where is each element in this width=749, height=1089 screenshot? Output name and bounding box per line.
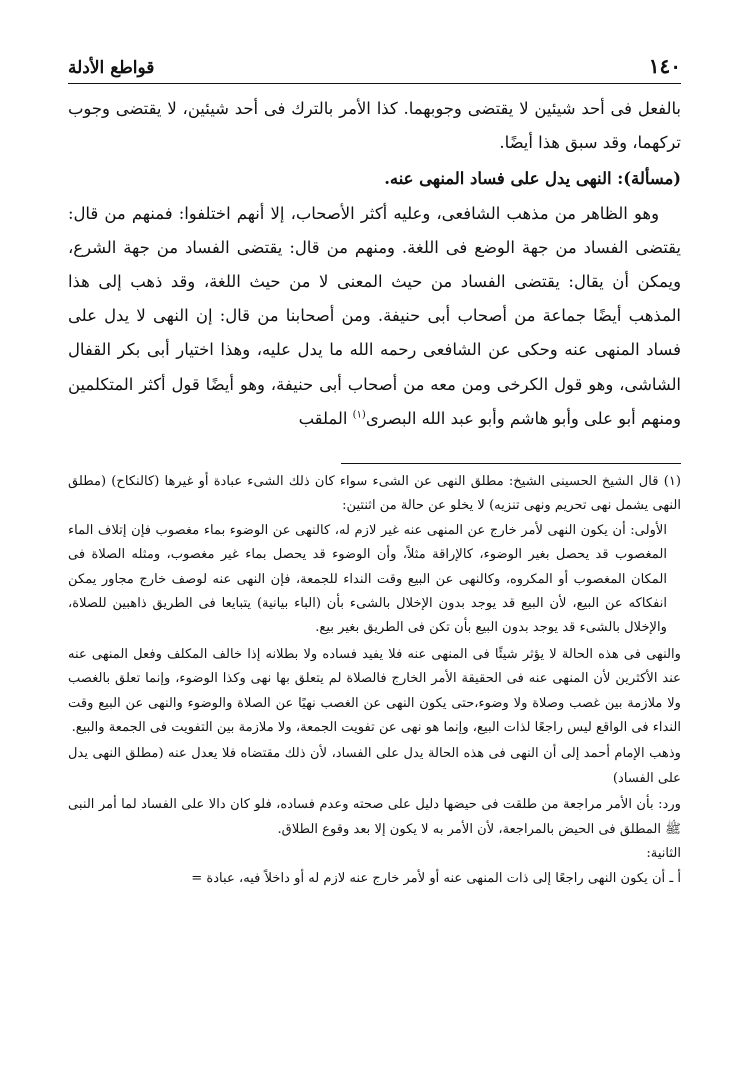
main-text (68, 92, 681, 436)
section-heading: (مسألة): النهى يدل على فساد المنهى عنه. (384, 169, 681, 189)
footnote-marker[interactable]: (١) (352, 409, 366, 421)
footnote-ahmad-view: وذهب الإمام أحمد إلى أن النهى فى هذه الحالة يدل على الفساد، لأن ذلك مقتضاه فلا يعدل عنه (مطلق النهى يدل على الفساد) (68, 746, 681, 786)
page-number: ١٤٠ (648, 54, 681, 78)
footnote-first-case: الأولى: أن يكون النهى لأمر خارج عن المنهى عنه غير لازم له، كالنهى عن الوضوء بماء مغصوب فإن إتلاف الماء المغصوب قد يحصل بغير الوضوء، كالإراقة مثلاً، وأن الوضوء قد يحصل بماء غير مغصوب، ومثله الصلاة فى المكان المغصوب أو المكروه، وكالنهى عن البيع وقت النداء للجمعة، فإن النهى عنه لوصف خارج مجاور يمكن انفكاكه عن البيع، لأن البيع قد يوجد بدون الإخلال بالشىء بأن (الباء بيانية) يتبايعا فى الطريق ذاهبين للصلاة، والإخلال بالشىء قد يوجد بدون البيع بأن تكن فى الطريق بغير بيع. (68, 522, 667, 636)
body-paragraph-text: وهو الظاهر من مذهب الشافعى، وعليه أكثر الأصحاب، إلا أنهم اختلفوا: فمنهم من قال: يقتضى الفساد من جهة الوضع فى اللغة. ومنهم من قال: يقتضى الفساد من جهة الشرع، ويمكن أن يقال: يقتضى الفساد من حيث المعنى لا من حيث اللغة، وقد ذهب إلى هذا المذهب أيضًا جماعة من أصحاب أبى حنيفة. ومن أصحابنا من قال: إن النهى لا يدل على فساد المنهى عنه وحكى عن الشافعى رحمه الله ما يدل عليه، وهذا اختيار أبى بكر القفال الشاشى، وهو قول الكرخى ومن معه من أصحاب أبى حنيفة، وهو أيضًا قول أكثر المتكلمين ومنهم أبو على وأبو هاشم وأبو عبد الله البصرى (68, 203, 681, 428)
continuation-paragraph: بالفعل فى أحد شيئين لا يقتضى وجوبهما. كذا الأمر بالترك فى أحد شيئين، لا يقتضى وجوب تركهما، وقد سبق هذا أيضًا. (68, 99, 681, 153)
footnote-rebuttal: ورد: بأن الأمر مراجعة من طلقت فى حيضها دليل على صحته وعدم فساده، فلو كان دالا على الفساد لما أمر النبى ﷺ المطلق فى الحيض بالمراجعة، لأن الأمر به لا يكون إلا بعد وقوع الطلاق. (68, 797, 681, 837)
footnotes (68, 470, 681, 891)
header-divider (68, 83, 681, 84)
body-paragraph-end: الملقب (298, 408, 353, 428)
page-header (68, 48, 681, 78)
footnote-second-case-a: أ ـ أن يكون النهى راجعًا إلى ذات المنهى عنه أو لأمر خارج عنه لازم له أو داخلاً فيه، عبادة = (191, 870, 681, 886)
footnote-ruling: والنهى فى هذه الحالة لا يؤثر شيئًا فى المنهى عنه فلا يفيد فساده ولا بطلانه إذا خالف المكلف وفعل المنهى عنه عند الأكثرين لأن المنهى عنه فى الحقيقة الأمر الخارج فالصلاة لم يتعلق بها نهى وكذا الوضوء، وإنما تعلق بالغصب ولا ملازمة بين غصب وصلاة ولا وضوء،حتى يكون النهى عن الغصب نهيًا عن الصلاة والوضوء والنهى عن البيع وقت النداء فى الواقع ليس راجعًا لذات البيع، وإنما هو نهى عن تفويت الجمعة، ولا ملازمة بين التفويت فى الجمعة والبيع. (68, 646, 681, 736)
footnote-second-case-title: الثانية: (646, 846, 681, 862)
footnote-intro: (١) قال الشيخ الحسينى الشيخ: مطلق النهى عن الشىء سواء كان ذلك الشىء عبادة أو غيرها (كالنكاح) (مطلق النهى يشمل نهى تحريم ونهى تنزيه) لا يخلو عن حالة من اثنتين: (68, 474, 681, 514)
body-paragraph (68, 197, 681, 436)
running-title: قواطع الأدلة (68, 58, 155, 78)
footnote-divider (341, 463, 681, 464)
